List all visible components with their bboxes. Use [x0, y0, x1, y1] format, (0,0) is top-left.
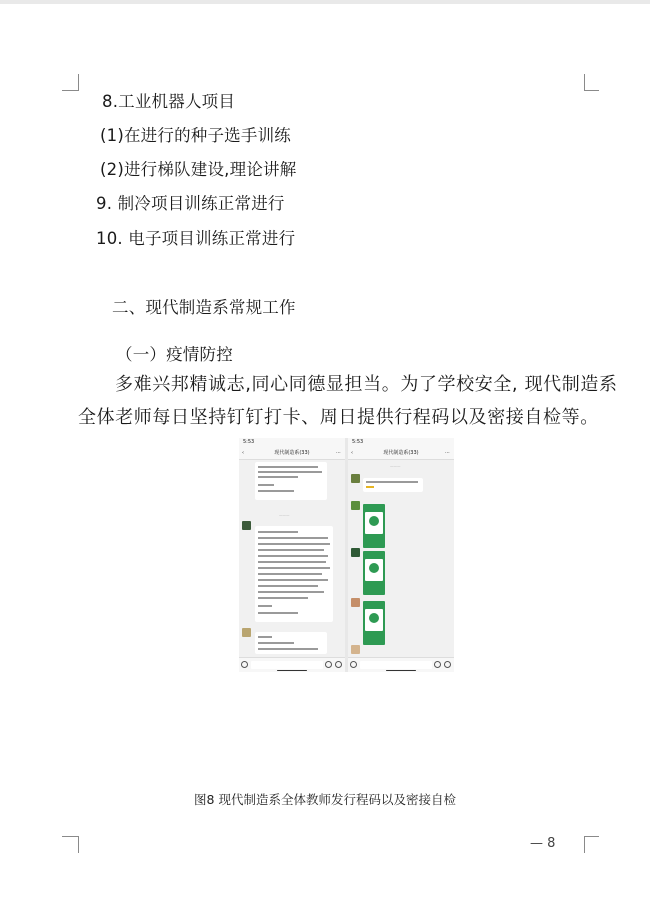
chat-timestamp: ——— — [279, 513, 290, 517]
chat-bubble — [255, 462, 327, 500]
item-8-robot: 8.工业机器人项目 — [102, 92, 236, 111]
message-input — [360, 661, 432, 669]
item-9: 9. 制冷项目训练正常进行 — [96, 194, 285, 213]
paragraph-line-1: 多难兴邦精诚志,同心同德显担当。为了学校安全, 现代制造系 — [115, 374, 618, 395]
chat-bubble — [255, 632, 327, 654]
back-icon: ‹ — [242, 450, 244, 456]
crop-mark-bottom-left — [62, 836, 79, 853]
status-bar: 5:53 — [239, 438, 345, 447]
plus-icon — [335, 661, 342, 668]
plus-icon — [444, 661, 451, 668]
chat-input-bar — [239, 657, 345, 672]
chat-title: 现代制造系(33) — [383, 450, 419, 456]
item-8-1: (1)在进行的种子选手训练 — [100, 126, 291, 145]
health-code-card — [363, 601, 385, 645]
more-icon: ⋯ — [445, 450, 450, 456]
phone-screenshot-left — [239, 438, 345, 672]
section-heading: 二、现代制造系常规工作 — [112, 298, 296, 317]
avatar — [351, 548, 360, 557]
health-code-card — [363, 551, 385, 595]
avatar — [351, 474, 360, 483]
avatar — [242, 628, 251, 637]
chat-input-bar — [348, 657, 454, 672]
back-icon: ‹ — [351, 450, 353, 456]
chat-title: 现代制造系(33) — [274, 450, 310, 456]
voice-icon — [241, 661, 248, 668]
message-input — [251, 661, 323, 669]
avatar — [351, 501, 360, 510]
status-bar: 5:53 — [348, 438, 454, 447]
page-number: — 8 — [530, 836, 556, 851]
paragraph-line-2: 全体老师每日坚持钉钉打卡、周日提供行程码以及密接自检等。 — [78, 407, 599, 428]
subsection-heading: （一）疫情防控 — [116, 345, 233, 364]
health-code-card — [363, 504, 385, 548]
top-edge — [0, 0, 650, 4]
crop-mark-top-right — [584, 74, 599, 91]
chat-title-bar — [239, 447, 345, 460]
figure-caption: 图8 现代制造系全体教师发行程码以及密接自检 — [194, 792, 456, 807]
figure-screenshots — [239, 438, 454, 672]
crop-mark-bottom-right — [584, 836, 599, 853]
voice-icon — [350, 661, 357, 668]
chat-timestamp: ——— — [390, 464, 401, 468]
avatar — [351, 645, 360, 654]
phone-screenshot-right — [348, 438, 454, 672]
avatar — [242, 521, 251, 530]
emoji-icon — [325, 661, 332, 668]
item-8-2: (2)进行梯队建设,理论讲解 — [100, 160, 297, 179]
crop-mark-top-left — [62, 74, 79, 91]
more-icon: ⋯ — [336, 450, 341, 456]
chat-bubble — [255, 526, 333, 622]
chat-title-bar — [348, 447, 454, 460]
avatar — [351, 598, 360, 607]
item-10: 10. 电子项目训练正常进行 — [96, 229, 296, 248]
chat-bubble — [363, 478, 423, 492]
emoji-icon — [434, 661, 441, 668]
